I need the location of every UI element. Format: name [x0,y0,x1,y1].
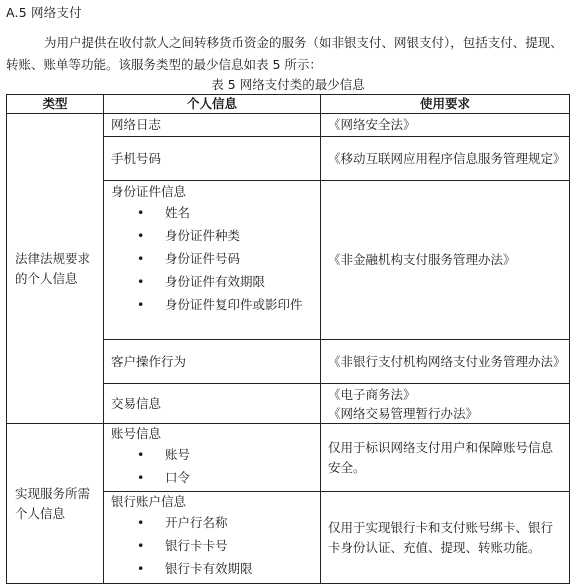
requirement-cell: 仅用于实现银行卡和支付账号绑卡、银行卡身份认证、充值、提现、转账功能。 [321,492,570,584]
requirement-cell: 《移动互联网应用程序信息服务管理规定》 [321,137,570,181]
bullet-icon: • [137,515,145,530]
bullet-icon: • [137,205,145,220]
requirement-cell: 《非金融机构支付服务管理办法》 [321,181,570,340]
section-paragraph [6,32,566,76]
minimum-info-table [6,94,570,584]
list-item: • 账号 [111,443,313,466]
bullet-icon: • [137,538,145,553]
bullet-icon: • [137,228,145,243]
requirement-cell: 《非银行支付机构网络支付业务管理办法》 [321,340,570,384]
list-item: • 银行卡卡号 [111,534,313,557]
info-cell [104,424,321,492]
requirement-cell: 仅用于标识网络支付用户和保障账号信息安全。 [321,424,570,492]
info-label: 账号信息 [111,426,162,441]
bullet-icon: • [137,251,145,266]
section-heading: A.5 网络支付 [6,5,82,20]
info-cell: 网络日志 [104,114,321,137]
header-personal-info: 个人信息 [104,95,321,114]
bullet-icon: • [137,470,145,485]
info-cell: 客户操作行为 [104,340,321,384]
list-item: • 开户行名称 [111,511,313,534]
info-label: 银行账户信息 [111,494,187,509]
info-cell [104,181,321,340]
list-item: • 姓名 [111,201,313,224]
bullet-icon: • [137,447,145,462]
list-item: • 口令 [111,466,313,489]
info-cell: 手机号码 [104,137,321,181]
bullet-icon: • [137,297,145,312]
info-cell [104,492,321,584]
list-item: • 身份证件号码 [111,247,313,270]
table-caption: 表 5 网络支付类的最少信息 [211,77,365,92]
list-item: • 身份证件有效期限 [111,270,313,293]
paragraph-text: 为用户提供在收付款人之间转移货币资金的服务（如非银支付、网银支付），包括支付、提现、转账、账单等功能。该服务类型的最少信息如表 5 所示： [6,35,563,72]
category-cell: 法律法规要求的个人信息 [7,114,104,424]
list-item: • 银行卡有效期限 [111,557,313,580]
list-item: • 身份证件复印件或影印件 [111,293,313,316]
requirement-cell: 《电子商务法》 《网络交易管理暂行办法》 [321,384,570,424]
table-row [7,114,570,137]
list-item: • 身份证件种类 [111,224,313,247]
bullet-icon: • [137,561,145,576]
table-row [7,424,570,492]
header-category: 类型 [7,95,104,114]
table-header-row [7,95,570,114]
bullet-icon: • [137,274,145,289]
header-usage-requirement: 使用要求 [321,95,570,114]
info-cell: 交易信息 [104,384,321,424]
info-label: 身份证件信息 [111,184,187,199]
requirement-cell: 《网络安全法》 [321,114,570,137]
category-cell: 实现服务所需个人信息 [7,424,104,584]
